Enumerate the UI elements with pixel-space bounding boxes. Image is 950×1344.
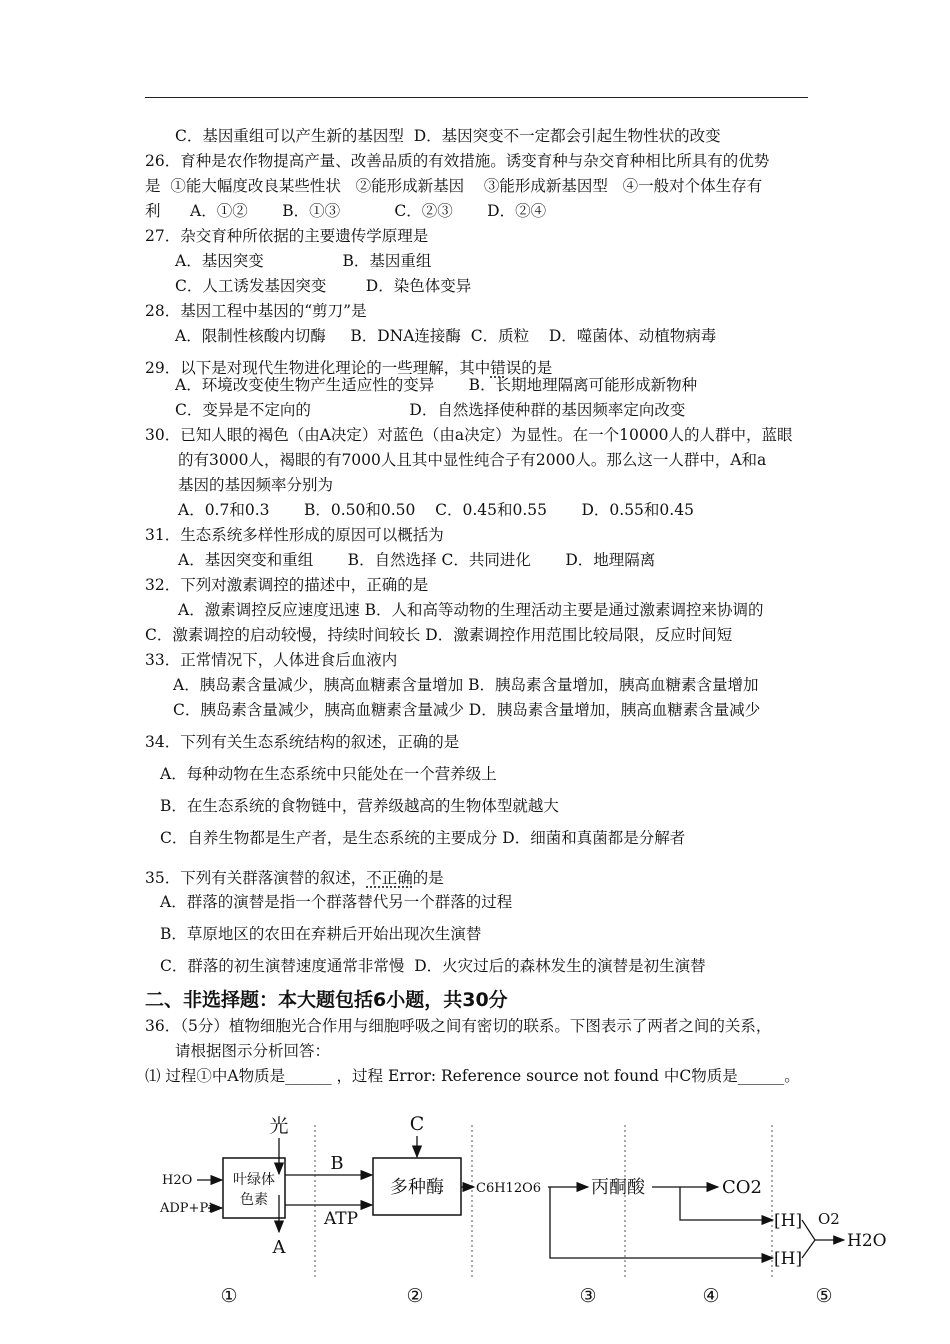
text-line: A．基因突变 B．基因重组 xyxy=(175,252,432,270)
question-35 xyxy=(145,868,444,888)
q29-tail: 误的是 xyxy=(505,359,553,377)
q35-stem: 35．下列有关群落演替的叙述， xyxy=(145,869,367,887)
text-line: C．基因重组可以产生新的基因型 D．基因突变不一定都会引起生物性状的改变 xyxy=(175,127,721,145)
pyruvate-label: 丙酮酸 xyxy=(591,1177,645,1198)
stage-dividers xyxy=(315,1125,772,1280)
header-rule xyxy=(145,97,808,98)
text-line: A．环境改变使生物产生适应性的变异 B．长期地理隔离可能形成新物种 xyxy=(175,376,698,394)
text-line: 36．（5分）植物细胞光合作用与细胞呼吸之间有密切的联系。下图表示了两者之间的关系， xyxy=(145,1017,772,1035)
text-line: B．草原地区的农田在弃耕后开始出现次生演替 xyxy=(160,925,482,943)
text-line: 利 A．①② B．①③ C．②③ D．②④ xyxy=(145,202,547,220)
chloroplast-box xyxy=(223,1158,285,1218)
q29-emphasis: 错 xyxy=(490,359,506,377)
text-line: 31．生态系统多样性形成的原因可以概括为 xyxy=(145,526,444,544)
text-line: 的有3000人，褐眼的有7000人且其中显性纯合子有2000人。那么这一人群中，A和a xyxy=(178,451,767,469)
q35-emphasis: 不正确 xyxy=(366,869,413,887)
text-line: B．在生态系统的食物链中，营养级越高的生物体型就越大 xyxy=(160,797,559,815)
text-line: 33．正常情况下，人体进食后血液内 xyxy=(145,651,398,669)
enzymes-label: 多种酶 xyxy=(390,1177,444,1198)
q35-tail: 的是 xyxy=(412,869,444,887)
chloroplast-label-1: 叶绿体 xyxy=(233,1172,275,1188)
h2o-input-label: H2O xyxy=(162,1173,193,1188)
text-line: 27．杂交育种所依据的主要遗传学原理是 xyxy=(145,227,429,245)
stage-label-1: ① xyxy=(220,1285,238,1307)
co2-label: CO2 xyxy=(722,1177,762,1198)
b-label: B xyxy=(330,1153,344,1174)
question-29 xyxy=(145,358,552,378)
h-lower-label: [H] xyxy=(774,1249,803,1269)
q29-stem: 29．以下是对现代生物进化理论的一些理解，其中 xyxy=(145,359,491,377)
text-line: C．人工诱发基因突变 D．染色体变异 xyxy=(175,277,472,295)
text-line: C．激素调控的启动较慢，持续时间较长 D．激素调控作用范围比较局限，反应时间短 xyxy=(145,626,733,644)
stage-label-2: ② xyxy=(406,1285,424,1307)
text-line: C．胰岛素含量减少，胰高血糖素含量减少 D．胰岛素含量增加，胰高血糖素含量减少 xyxy=(173,701,761,719)
stage-label-3: ③ xyxy=(579,1285,597,1307)
h-join xyxy=(802,1220,815,1258)
text-line: A．群落的演替是指一个群落替代另一个群落的过程 xyxy=(160,893,513,911)
text-line: 30．已知人眼的褐色（由A决定）对蓝色（由a决定）为显性。在一个10000人的人群中，蓝眼 xyxy=(145,426,793,444)
h-upper-label: [H] xyxy=(774,1211,803,1231)
text-line: 请根据图示分析回答： xyxy=(175,1042,331,1060)
stage-label-5: ⑤ xyxy=(815,1285,833,1307)
text-line: A．胰岛素含量减少，胰高血糖素含量增加 B．胰岛素含量增加，胰高血糖素含量增加 xyxy=(173,676,759,694)
text-line: 28．基因工程中基因的“剪刀”是 xyxy=(145,302,367,320)
adp-label: ADP+Pi xyxy=(160,1201,213,1216)
text-line: 是 ①能大幅度改良某些性状 ②能形成新基因 ③能形成新基因型 ④一般对个体生存有 xyxy=(145,177,763,195)
text-line: C．群落的初生演替速度通常非常慢 D．火灾过后的森林发生的演替是初生演替 xyxy=(160,957,706,975)
c-label: C xyxy=(409,1113,425,1135)
text-line: C．变异是不定向的 D．自然选择使种群的基因频率定向改变 xyxy=(175,401,686,419)
section-title: 二、非选择题：本大题包括6小题，共30分 xyxy=(145,989,508,1011)
chloroplast-label-2: 色素 xyxy=(240,1192,268,1208)
text-line: 32．下列对激素调控的描述中，正确的是 xyxy=(145,576,429,594)
photosynthesis-respiration-diagram xyxy=(150,1100,910,1330)
h2o-output-label: H2O xyxy=(847,1231,887,1251)
glucose-label: C6H12O6 xyxy=(476,1181,542,1196)
text-line: 34．下列有关生态系统结构的叙述，正确的是 xyxy=(145,733,460,751)
text-line: 26．育种是农作物提高产量、改善品质的有效措施。诱变育种与杂交育种相比所具有的优势 xyxy=(145,152,770,170)
text-line: 基因的基因频率分别为 xyxy=(178,476,334,494)
light-label: 光 xyxy=(269,1115,289,1137)
text-line: A．0.7和0.3 B．0.50和0.50 C．0.45和0.55 D．0.55和0.45 xyxy=(178,501,694,519)
stage-label-4: ④ xyxy=(702,1285,720,1307)
text-line: ⑴ 过程①中A物质是______ ，过程 Error: Reference source not found 中C物质是______。 xyxy=(145,1067,800,1085)
text-line: A．基因突变和重组 B．自然选择 C．共同进化 D．地理隔离 xyxy=(178,551,656,569)
text-line: A．每种动物在生态系统中只能处在一个营养级上 xyxy=(160,765,497,783)
text-line: A．限制性核酸内切酶 B．DNA连接酶 C．质粒 D．噬菌体、动植物病毒 xyxy=(175,327,717,345)
text-line: A．激素调控反应速度迅速 B．人和高等动物的生理活动主要是通过激素调控来协调的 xyxy=(178,601,764,619)
atp-label: ATP xyxy=(323,1209,359,1229)
text-line: C．自养生物都是生产者，是生态系统的主要成分 D．细菌和真菌都是分解者 xyxy=(160,829,686,847)
o2-label: O2 xyxy=(818,1210,840,1228)
a-label: A xyxy=(272,1237,286,1258)
